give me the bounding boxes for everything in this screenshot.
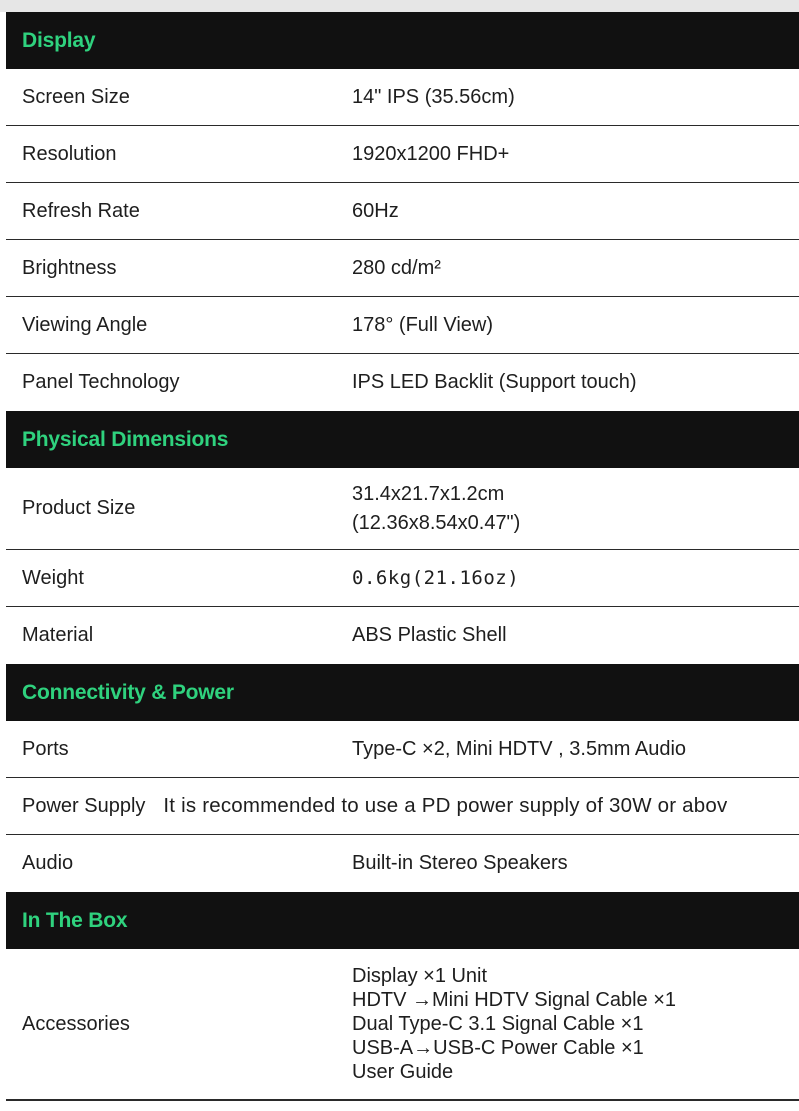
section-header-display	[6, 12, 799, 69]
spec-label: Brightness	[22, 256, 117, 279]
spec-value: Built-in Stereo Speakers	[352, 852, 568, 874]
spec-value-line: 31.4x21.7x1.2cm	[352, 482, 505, 505]
spec-row-weight	[6, 550, 799, 607]
spec-value: 0.6kg(21.16oz)	[352, 567, 520, 589]
spec-row-viewing-angle	[6, 297, 799, 354]
spec-label: Power Supply	[22, 794, 146, 817]
section-header-physical-dimensions	[6, 411, 799, 468]
spec-label: Audio	[22, 852, 74, 874]
spec-value-line: Dual Type-C 3.1 Signal Cable ×1	[352, 1013, 644, 1035]
spec-row-product-size	[6, 468, 799, 550]
spec-label: Weight	[22, 566, 84, 589]
spec-label: Viewing Angle	[22, 313, 148, 336]
spec-value	[352, 964, 676, 1084]
spec-value: 60Hz	[352, 199, 399, 222]
spec-label: Ports	[22, 737, 69, 760]
spec-value	[352, 480, 520, 538]
top-strip	[0, 0, 799, 12]
section-header-connectivity-power	[6, 664, 799, 721]
spec-label: Product Size	[22, 497, 136, 519]
spec-label: Resolution	[22, 142, 117, 165]
spec-value: Type-C ×2, Mini HDTV , 3.5mm Audio	[352, 737, 687, 760]
spec-value: ABS Plastic Shell	[352, 624, 507, 646]
spec-sheet	[6, 12, 799, 1101]
spec-row-refresh-rate	[6, 183, 799, 240]
spec-label: Panel Technology	[22, 371, 180, 393]
spec-row-material	[6, 607, 799, 664]
spec-value: It is recommended to use a PD power supply of 30W or abov	[163, 794, 728, 817]
spec-value-line: User Guide	[352, 1061, 454, 1083]
spec-row-accessories	[6, 949, 799, 1101]
spec-row-panel-technology	[6, 354, 799, 411]
spec-value: 178° (Full View)	[352, 313, 494, 336]
section-title: In The Box	[22, 908, 128, 932]
spec-value-line: Display ×1 Unit	[352, 965, 488, 987]
section-title: Physical Dimensions	[22, 427, 229, 451]
spec-row-audio	[6, 835, 799, 892]
spec-row-resolution	[6, 126, 799, 183]
spec-value-line: (12.36x8.54x0.47")	[352, 511, 521, 534]
spec-row-screen-size	[6, 69, 799, 126]
section-header-in-the-box	[6, 892, 799, 949]
spec-value: 14" IPS (35.56cm)	[352, 85, 515, 108]
spec-value-line: HDTV →Mini HDTV Signal Cable ×1	[352, 989, 676, 1011]
spec-value: IPS LED Backlit (Support touch)	[352, 371, 637, 393]
spec-row-ports	[6, 721, 799, 778]
spec-label: Accessories	[22, 1012, 130, 1035]
section-title: Display	[22, 28, 96, 52]
spec-row-power-supply	[6, 778, 799, 835]
spec-label: Screen Size	[22, 85, 130, 108]
spec-row-brightness	[6, 240, 799, 297]
spec-value: 1920x1200 FHD+	[352, 142, 510, 165]
spec-value: 280 cd/m²	[352, 256, 441, 279]
spec-label: Refresh Rate	[22, 199, 140, 222]
spec-value-line: USB-A→USB-C Power Cable ×1	[352, 1037, 644, 1059]
section-title: Connectivity & Power	[22, 680, 234, 704]
spec-label: Material	[22, 624, 94, 646]
